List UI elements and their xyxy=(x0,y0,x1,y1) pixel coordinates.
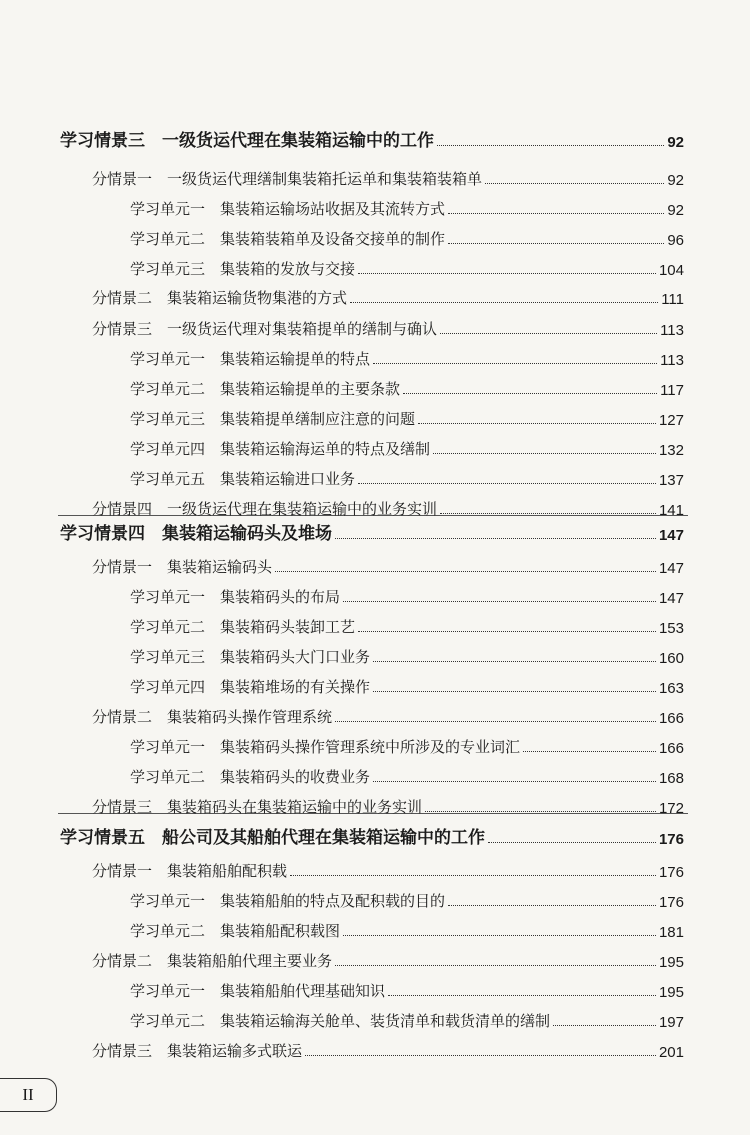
toc-page-number: 132 xyxy=(658,442,684,459)
toc-unit-entry[interactable] xyxy=(130,676,684,697)
toc-page-number: 147 xyxy=(658,527,684,544)
toc-entry-title: 学习单元二 集装箱装箱单及设备交接单的制作 xyxy=(130,230,446,248)
toc-entry-title: 分情景二 集装箱运输货物集港的方式 xyxy=(92,289,348,307)
toc-entry-title: 分情景二 集装箱码头操作管理系统 xyxy=(92,708,333,726)
toc-unit-entry[interactable] xyxy=(130,228,684,249)
toc-leader-dots xyxy=(358,631,656,632)
toc-entry-title: 学习单元二 集装箱码头装卸工艺 xyxy=(130,618,356,636)
toc-leader-dots xyxy=(335,721,656,722)
toc-entry-title: 分情景三 一级货运代理对集装箱提单的缮制与确认 xyxy=(92,320,438,338)
toc-unit-entry[interactable] xyxy=(130,920,684,941)
toc-section-entry[interactable] xyxy=(92,950,684,971)
toc-page-number: 113 xyxy=(660,352,684,369)
toc-entry-title: 学习单元一 集装箱船舶代理基础知识 xyxy=(130,982,386,1000)
toc-entry-title: 学习单元五 集装箱运输进口业务 xyxy=(130,470,356,488)
toc-unit-entry[interactable] xyxy=(130,378,684,399)
toc-chapter-entry[interactable] xyxy=(60,126,684,151)
toc-leader-dots xyxy=(523,751,656,752)
toc-entry-title: 学习单元一 集装箱运输提单的特点 xyxy=(130,350,371,368)
toc-entry-title: 学习单元一 集装箱码头的布局 xyxy=(130,588,341,606)
toc-entry-title: 学习单元二 集装箱运输海关舱单、装货清单和载货清单的缮制 xyxy=(130,1012,551,1030)
toc-page-number: 141 xyxy=(658,502,684,519)
toc-entry-title: 学习单元二 集装箱船配积载图 xyxy=(130,922,341,940)
toc-leader-dots xyxy=(437,145,664,146)
page-number: II xyxy=(22,1085,34,1104)
toc-leader-dots xyxy=(418,423,656,424)
toc-entry-title: 学习单元一 集装箱码头操作管理系统中所涉及的专业词汇 xyxy=(130,738,521,756)
toc-leader-dots xyxy=(448,905,656,906)
toc-page-number: 201 xyxy=(658,1044,684,1061)
toc-page-number: 96 xyxy=(667,232,684,249)
toc-entry-title: 学习单元四 集装箱堆场的有关操作 xyxy=(130,678,371,696)
toc-leader-dots xyxy=(335,965,656,966)
toc-leader-dots xyxy=(488,842,656,843)
toc-entry-title: 学习情景四 集装箱运输码头及堆场 xyxy=(60,524,332,544)
toc-leader-dots xyxy=(373,363,657,364)
toc-chapter-entry[interactable] xyxy=(60,519,684,544)
toc-unit-entry[interactable] xyxy=(130,646,684,667)
toc-page-number: 117 xyxy=(660,382,684,399)
toc-unit-entry[interactable] xyxy=(130,1010,684,1031)
toc-page-number: 127 xyxy=(658,412,684,429)
toc-leader-dots xyxy=(305,1055,656,1056)
toc-page-number: 176 xyxy=(658,894,684,911)
toc-leader-dots xyxy=(358,273,656,274)
toc-leader-dots xyxy=(448,213,664,214)
toc-leader-dots xyxy=(373,691,656,692)
toc-unit-entry[interactable] xyxy=(130,348,684,369)
toc-section-entry[interactable] xyxy=(92,318,684,339)
toc-leader-dots xyxy=(373,661,656,662)
toc-entry-title: 学习情景五 船公司及其船舶代理在集装箱运输中的工作 xyxy=(60,828,485,848)
toc-leader-dots xyxy=(275,571,656,572)
toc-unit-entry[interactable] xyxy=(130,890,684,911)
toc-section-entry[interactable] xyxy=(92,168,684,189)
toc-unit-entry[interactable] xyxy=(130,198,684,219)
toc-page-number: 166 xyxy=(658,710,684,727)
toc-entry-title: 分情景三 集装箱运输多式联运 xyxy=(92,1042,303,1060)
toc-unit-entry[interactable] xyxy=(130,616,684,637)
toc-section-entry[interactable] xyxy=(92,1040,684,1061)
toc-page-number: 168 xyxy=(658,770,684,787)
toc-chapter-entry[interactable] xyxy=(60,823,684,848)
toc-page-number: 163 xyxy=(658,680,684,697)
toc-page-number: 147 xyxy=(658,560,684,577)
toc-unit-entry[interactable] xyxy=(130,468,684,489)
toc-page-number: 166 xyxy=(658,740,684,757)
toc-leader-dots xyxy=(335,538,656,539)
toc-leader-dots xyxy=(485,183,664,184)
toc-entry-title: 分情景一 一级货运代理缮制集装箱托运单和集装箱装箱单 xyxy=(92,170,483,188)
toc-unit-entry[interactable] xyxy=(130,258,684,279)
toc-section-entry[interactable] xyxy=(92,498,684,519)
toc-page-number: 111 xyxy=(661,291,684,308)
toc-page-number: 197 xyxy=(658,1014,684,1031)
toc-page-number: 113 xyxy=(660,322,684,339)
toc-entry-title: 分情景一 集装箱运输码头 xyxy=(92,558,273,576)
toc-entry-title: 学习单元三 集装箱的发放与交接 xyxy=(130,260,356,278)
toc-unit-entry[interactable] xyxy=(130,586,684,607)
toc-entry-title: 学习单元一 集装箱运输场站收据及其流转方式 xyxy=(130,200,446,218)
toc-entry-title: 分情景二 集装箱船舶代理主要业务 xyxy=(92,952,333,970)
toc-entry-title: 学习单元三 集装箱码头大门口业务 xyxy=(130,648,371,666)
toc-leader-dots xyxy=(433,453,656,454)
page-number-tab xyxy=(0,1078,57,1112)
toc-section-entry[interactable] xyxy=(92,796,684,817)
toc-unit-entry[interactable] xyxy=(130,408,684,429)
toc-section-entry[interactable] xyxy=(92,706,684,727)
toc-entry-title: 学习单元四 集装箱运输海运单的特点及缮制 xyxy=(130,440,431,458)
toc-entry-title: 分情景三 集装箱码头在集装箱运输中的业务实训 xyxy=(92,798,423,816)
toc-unit-entry[interactable] xyxy=(130,736,684,757)
toc-leader-dots xyxy=(343,601,656,602)
toc-page-number: 176 xyxy=(658,864,684,881)
toc-entry-title: 分情景四 一级货运代理在集装箱运输中的业务实训 xyxy=(92,500,438,518)
toc-page-number: 104 xyxy=(658,262,684,279)
toc-entry-title: 分情景一 集装箱船舶配积载 xyxy=(92,862,288,880)
toc-page-number: 92 xyxy=(667,172,684,189)
toc-leader-dots xyxy=(373,781,656,782)
toc-leader-dots xyxy=(440,513,656,514)
toc-leader-dots xyxy=(403,393,657,394)
toc-leader-dots xyxy=(358,483,656,484)
toc-page-number: 92 xyxy=(667,134,684,151)
toc-unit-entry[interactable] xyxy=(130,766,684,787)
toc-unit-entry[interactable] xyxy=(130,438,684,459)
toc-leader-dots xyxy=(343,935,656,936)
toc-section-entry[interactable] xyxy=(92,556,684,577)
toc-leader-dots xyxy=(448,243,664,244)
toc-page-number: 137 xyxy=(658,472,684,489)
toc-page-number: 195 xyxy=(658,954,684,971)
toc-section-entry[interactable] xyxy=(92,287,684,308)
toc-page-number: 92 xyxy=(667,202,684,219)
toc-page-number: 176 xyxy=(658,831,684,848)
toc-entry-title: 学习单元二 集装箱运输提单的主要条款 xyxy=(130,380,401,398)
toc-page-number: 195 xyxy=(658,984,684,1001)
toc-page-number: 153 xyxy=(658,620,684,637)
toc-page-number: 147 xyxy=(658,590,684,607)
toc-page-number: 172 xyxy=(658,800,684,817)
toc-leader-dots xyxy=(350,302,658,303)
toc-entry-title: 学习单元二 集装箱码头的收费业务 xyxy=(130,768,371,786)
toc-section-entry[interactable] xyxy=(92,860,684,881)
toc-leader-dots xyxy=(388,995,656,996)
toc-entry-title: 学习单元三 集装箱提单缮制应注意的问题 xyxy=(130,410,416,428)
toc-entry-title: 学习情景三 一级货运代理在集装箱运输中的工作 xyxy=(60,131,434,151)
toc-entry-title: 学习单元一 集装箱船舶的特点及配积载的目的 xyxy=(130,892,446,910)
toc-page-number: 181 xyxy=(658,924,684,941)
toc-leader-dots xyxy=(440,333,657,334)
toc-page-number: 160 xyxy=(658,650,684,667)
toc-unit-entry[interactable] xyxy=(130,980,684,1001)
toc-leader-dots xyxy=(553,1025,656,1026)
toc-leader-dots xyxy=(425,811,656,812)
toc-leader-dots xyxy=(290,875,656,876)
